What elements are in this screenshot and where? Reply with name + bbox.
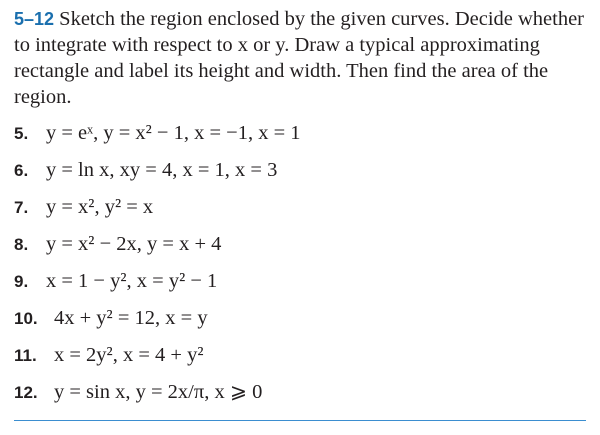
problem-item	[14, 266, 217, 296]
problem-number: 6.	[14, 161, 29, 180]
problem-number: 11.	[14, 346, 37, 365]
problem-number: 7.	[14, 198, 29, 217]
instructions-text: Sketch the region enclosed by the given curves. Decide whether to integrate with respect to x or y. Draw a typical approximating rectangle and label its height and width. Then find the area of the region.	[14, 8, 585, 108]
problem-number: 10.	[14, 309, 38, 328]
problem-equations: y = x², y² = x	[46, 196, 154, 218]
problem-item	[14, 340, 203, 370]
problem-number: 12.	[14, 383, 38, 402]
problem-equations: y = ln x, xy = 4, x = 1, x = 3	[46, 159, 278, 181]
problem-item	[14, 192, 153, 222]
problem-number: 8.	[14, 235, 29, 254]
exercise-instructions	[14, 6, 586, 110]
problem-item	[14, 303, 208, 333]
problem-equations: 4x + y² = 12, x = y	[54, 307, 208, 329]
problem-equations: x = 1 − y², x = y² − 1	[46, 270, 218, 292]
problem-item	[14, 118, 301, 148]
problem-equations: y = sin x, y = 2x/π, x ⩾ 0	[54, 381, 263, 403]
problem-number: 9.	[14, 272, 29, 291]
section-divider	[14, 420, 586, 421]
problem-number: 5.	[14, 124, 29, 143]
problem-item	[14, 377, 262, 407]
problem-equations: y = eˣ, y = x² − 1, x = −1, x = 1	[46, 122, 301, 144]
problem-item	[14, 229, 221, 259]
problem-equations: x = 2y², x = 4 + y²	[54, 344, 204, 366]
exercise-range-label: 5–12	[14, 9, 55, 29]
problem-equations: y = x² − 2x, y = x + 4	[46, 233, 222, 255]
problem-item	[14, 155, 277, 185]
